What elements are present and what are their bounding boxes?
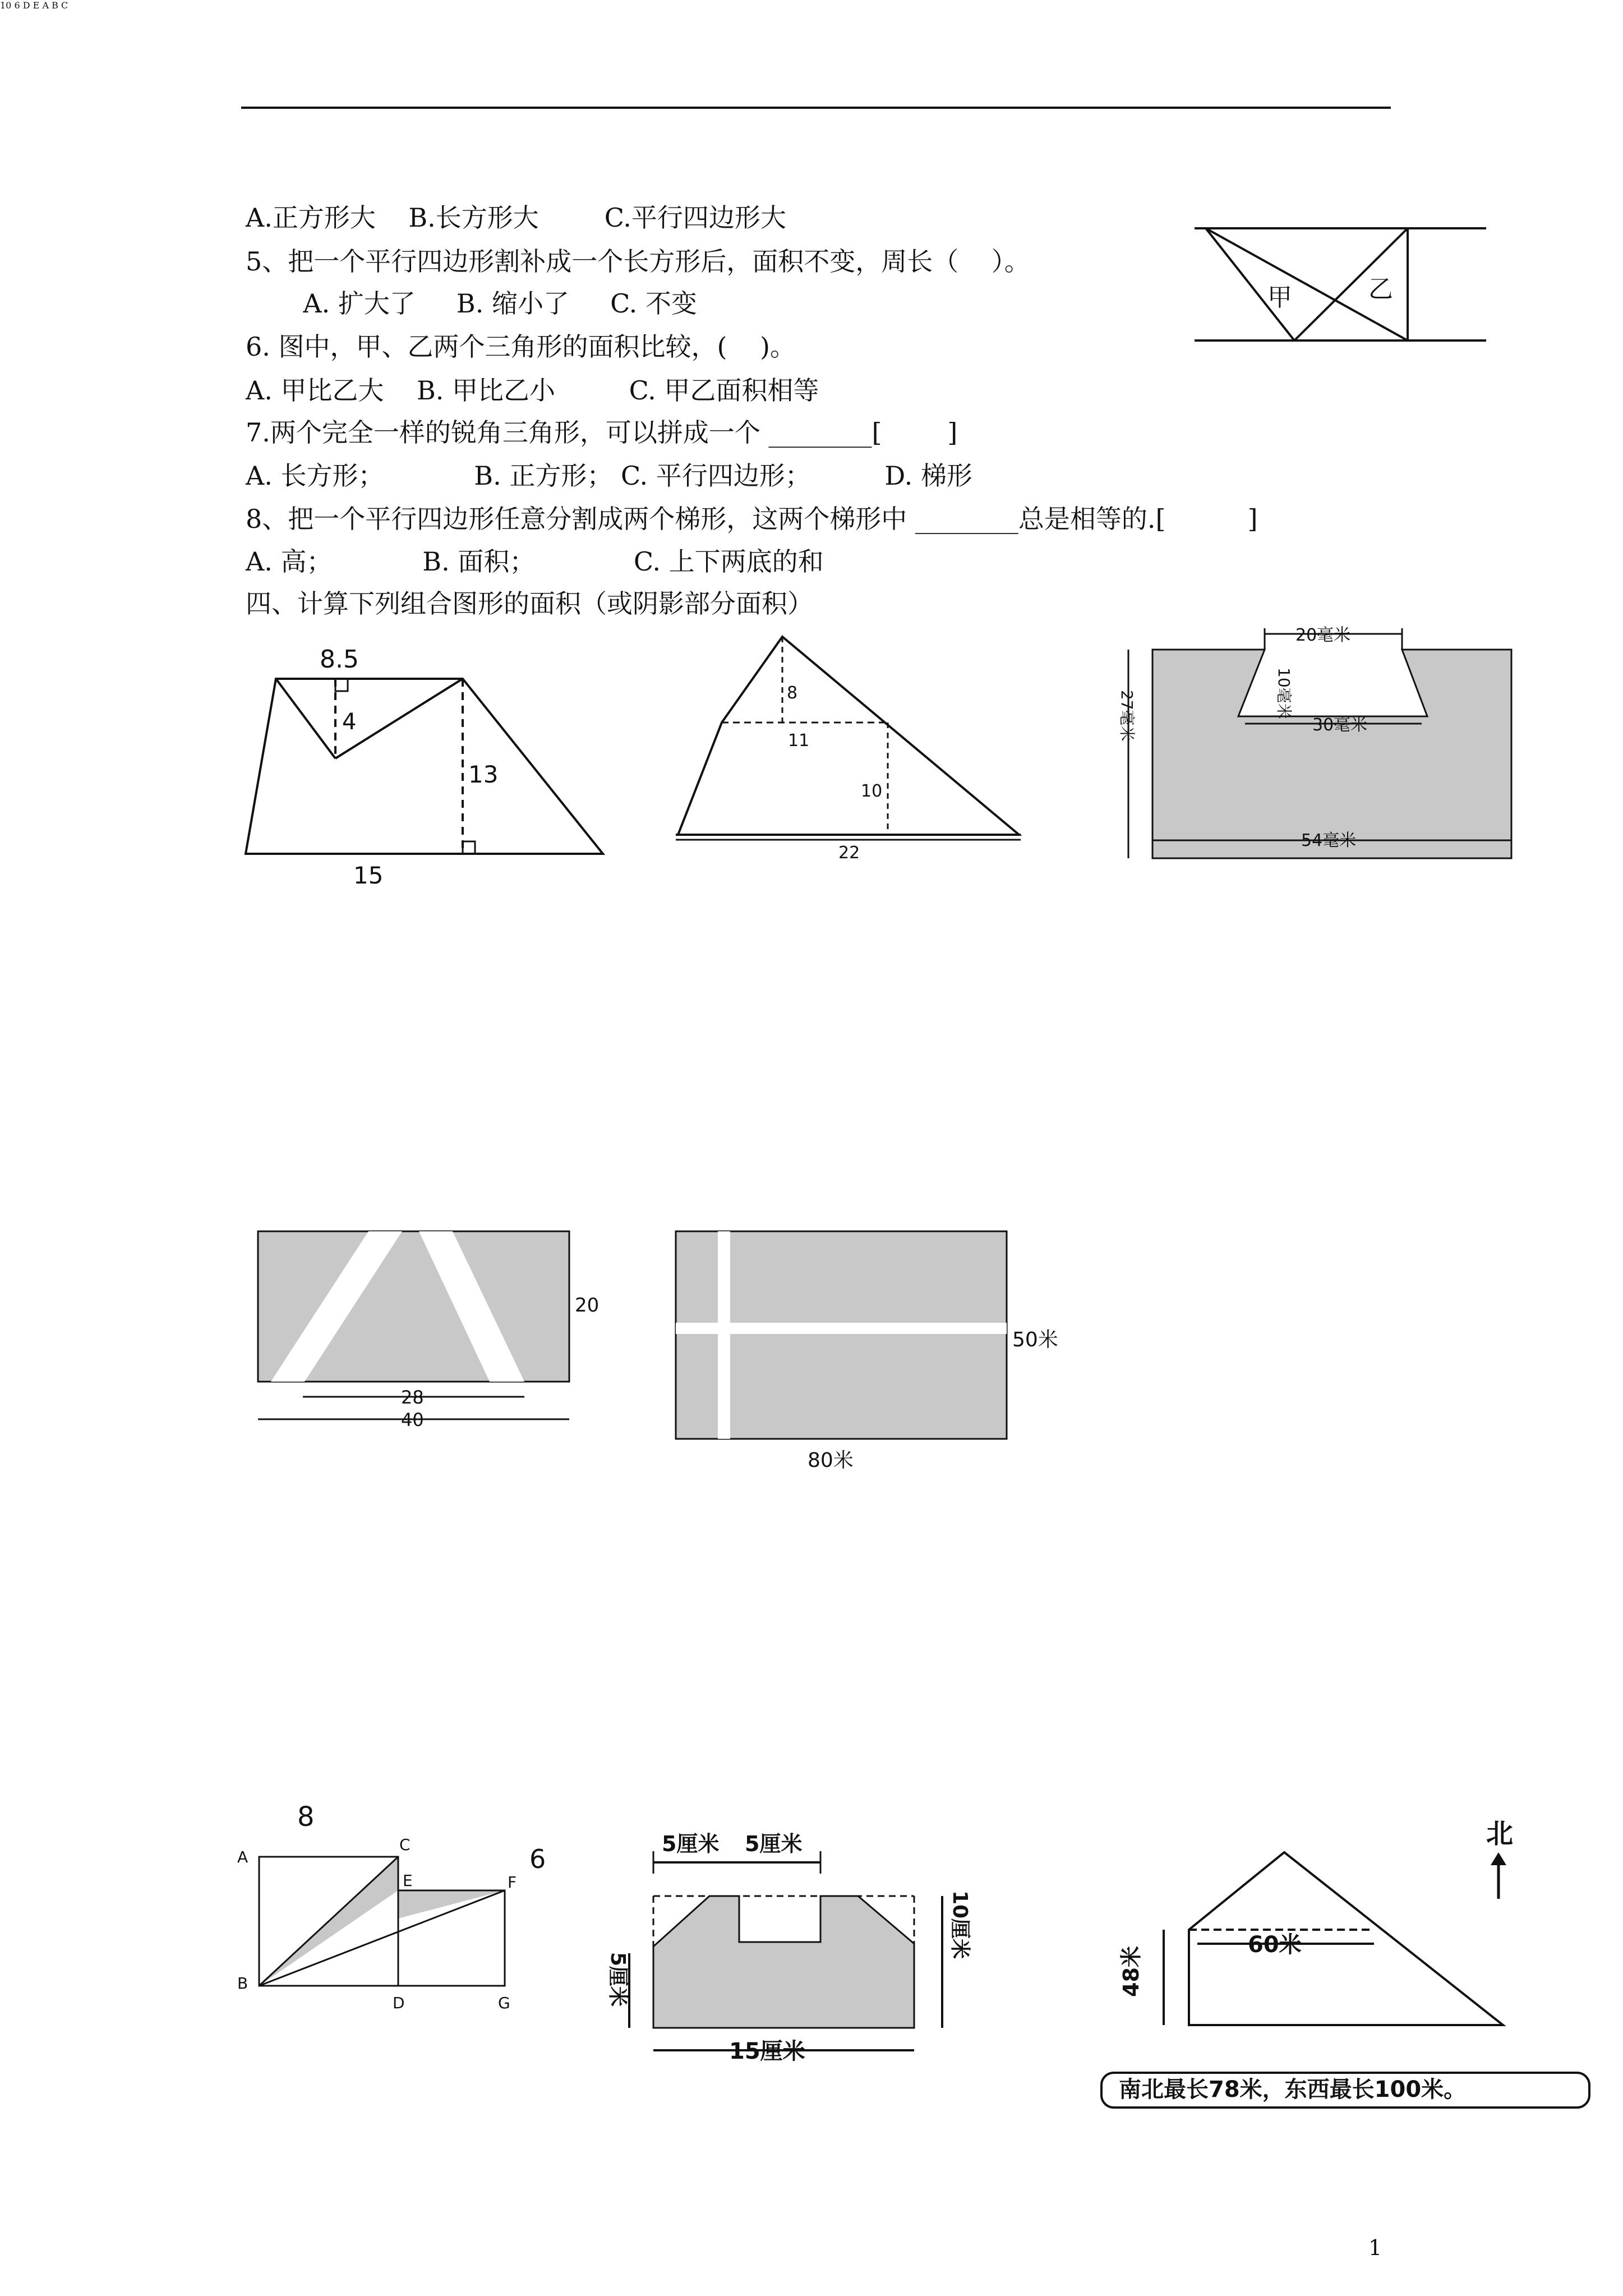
fig3-top-label: 20毫米 [1295, 625, 1351, 645]
fig9-note: 南北最长78米，东西最长100米。 [1119, 2077, 1467, 2102]
fig6-D: D [22, 0, 30, 11]
fig7-number: 8 [297, 1801, 315, 1833]
fig8-gap2-label: 5厘米 [745, 1832, 803, 1856]
header-rule [241, 107, 1391, 109]
fig8-gap1-label: 5厘米 [662, 1832, 720, 1856]
fig6-B: B [52, 0, 58, 11]
label-jia: 甲 [1267, 283, 1292, 312]
fig3-width-label: 54毫米 [1301, 831, 1357, 850]
fig7-E: E [403, 1871, 413, 1890]
q7-question: 7.两个完全一样的锐角三角形，可以拼成一个 ________[ ] [246, 417, 958, 448]
label-yi: 乙 [1368, 275, 1393, 303]
fig7-C: C [399, 1835, 411, 1854]
fig6-E: E [33, 0, 40, 11]
figure-2-composite [676, 631, 1035, 867]
figure-9-field-map [1099, 1818, 1604, 2132]
q6-question: 6. 图中，甲、乙两个三角形的面积比较，( )。 [246, 332, 796, 362]
fig2-base-label: 22 [838, 843, 860, 863]
q6-options: A. 甲比乙大 B. 甲比乙小 C. 甲乙面积相等 [246, 375, 819, 406]
fig7-B: B [237, 1974, 248, 1993]
figure-5-cross-road-field [673, 1228, 1099, 1487]
figure-8-notched-shape [527, 1818, 987, 2087]
fig6-A: A [42, 0, 49, 11]
fig3-bottom-label: 30毫米 [1312, 715, 1368, 735]
figure-7-square-rectangle [236, 1784, 550, 2025]
fig4-height-label: 20 [575, 1294, 600, 1317]
fig2-lower-label: 10 [861, 781, 883, 801]
q7-options: A. 长方形； B. 正方形； C. 平行四边形； D. 梯形 [246, 461, 972, 491]
fig1-height-label: 13 [468, 761, 499, 788]
fig6-top-label: 10 [0, 0, 12, 11]
fig2-mid-label: 11 [788, 731, 810, 751]
fig2-upper-label: 8 [787, 683, 798, 703]
fig5-height-label: 50米 [1012, 1328, 1058, 1351]
figure-4-striped-rectangle [255, 1228, 625, 1453]
fig3-height-label: 27毫米 [1118, 690, 1136, 742]
fig3-depth-label: 10毫米 [1275, 668, 1293, 719]
q8-question: 8、把一个平行四边形任意分割成两个梯形，这两个梯形中 ________总是相等的.[ ] [246, 504, 1258, 534]
fig7-G: G [498, 1994, 510, 2012]
fig7-D: D [393, 1994, 405, 2012]
fig1-base-label: 15 [353, 862, 384, 889]
fig8-number: 6 [529, 1844, 546, 1874]
fig4-outer-label: 40 [401, 1409, 424, 1430]
fig4-inner-label: 28 [401, 1387, 424, 1408]
q8-options: A. 高； B. 面积； C. 上下两底的和 [246, 546, 824, 577]
q5-question: 5、把一个平行四边形割补成一个长方形后，面积不变，周长（ ）。 [246, 246, 1030, 277]
q5-options: A. 扩大了 B. 缩小了 C. 不变 [246, 288, 697, 319]
fig9-inner-label: 60米 [1248, 1932, 1302, 1958]
fig8-base-label: 15厘米 [729, 2039, 805, 2064]
fig9-height-label: 48米 [1119, 1946, 1144, 1997]
fig1-top-label: 8.5 [320, 645, 359, 674]
fig6-C: C [61, 0, 68, 11]
figure-1-polygon [236, 639, 617, 889]
fig7-A: A [237, 1848, 248, 1866]
section-4-heading: 四、计算下列组合图形的面积（或阴影部分面积） [246, 588, 813, 619]
fig6-small-label: 6 [14, 0, 20, 11]
north-label: 北 [1486, 1818, 1514, 1849]
page-number: 1 [1368, 2235, 1382, 2260]
fig8-side-label: 5厘米 [606, 1952, 629, 2007]
fig7-F: F [508, 1873, 517, 1892]
figure-jia-yi [1195, 222, 1486, 356]
fig8-height-label: 10厘米 [948, 1890, 971, 1959]
figure-3-notched-rectangle [1116, 611, 1520, 869]
figure-6-two-squares [1172, 1212, 1486, 1470]
fig5-width-label: 80米 [808, 1449, 854, 1472]
fig1-inner-label: 4 [342, 709, 357, 735]
q4-options: A.正方形大 B.长方形大 C.平行四边形大 [246, 203, 786, 233]
